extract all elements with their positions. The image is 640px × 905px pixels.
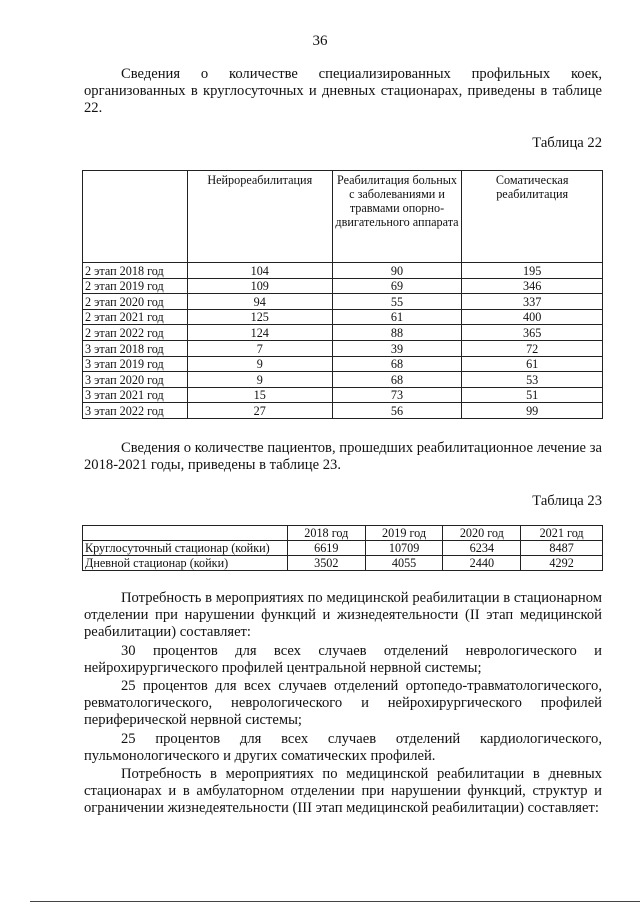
table-22-caption: Таблица 22 bbox=[532, 135, 602, 151]
table-cell: 9 bbox=[187, 372, 332, 388]
row-label: 2 этап 2022 год bbox=[83, 325, 188, 341]
body-paragraph: Потребность в мероприятиях по медицинской реабилитации в дневных стационарах и в амбулаторном отделении при нарушении функций, структур и ограничении жизнедеятельности (III этап медицинской реабилитации) составляет: bbox=[84, 766, 602, 817]
table-cell: 94 bbox=[187, 294, 332, 310]
table-row bbox=[83, 556, 603, 571]
table-cell: 68 bbox=[332, 356, 462, 372]
table-cell: 88 bbox=[332, 325, 462, 341]
table-row bbox=[83, 387, 603, 403]
table-cell: 3502 bbox=[287, 556, 365, 571]
table-cell: 125 bbox=[187, 309, 332, 325]
table-cell: 27 bbox=[187, 403, 332, 419]
table-cell: 15 bbox=[187, 387, 332, 403]
table-cell: 10709 bbox=[365, 541, 443, 556]
table-cell: 6234 bbox=[443, 541, 521, 556]
table-cell: 195 bbox=[462, 263, 603, 279]
table-row bbox=[83, 356, 603, 372]
table-cell: 99 bbox=[462, 403, 603, 419]
body-paragraph: 25 процентов для всех случаев отделений ортопедо-травматологического, ревматологического, неврологического и нейрохирургического профилей периферической нервной системы; bbox=[84, 678, 602, 729]
table-cell: 109 bbox=[187, 278, 332, 294]
row-label: 2 этап 2019 год bbox=[83, 278, 188, 294]
table-cell: 2440 bbox=[443, 556, 521, 571]
table-header-cell: Реабилитация больных с заболеваниями и травмами опорно-двигательного аппарата bbox=[332, 171, 462, 263]
table-cell: 61 bbox=[462, 356, 603, 372]
page-number: 36 bbox=[312, 33, 328, 49]
table-cell: 104 bbox=[187, 263, 332, 279]
table-cell: 72 bbox=[462, 340, 603, 356]
body-paragraph: 25 процентов для всех случаев отделений кардиологического, пульмонологического и других соматических профилей. bbox=[84, 731, 602, 765]
table-cell: 39 bbox=[332, 340, 462, 356]
row-label: 3 этап 2019 год bbox=[83, 356, 188, 372]
row-label: 2 этап 2018 год bbox=[83, 263, 188, 279]
table-row bbox=[83, 340, 603, 356]
table-header-cell: 2019 год bbox=[365, 526, 443, 541]
table-cell: 9 bbox=[187, 356, 332, 372]
table-cell: 53 bbox=[462, 372, 603, 388]
table-row bbox=[83, 325, 603, 341]
table-header-cell bbox=[83, 526, 288, 541]
table-row bbox=[83, 403, 603, 419]
table-23-caption: Таблица 23 bbox=[532, 493, 602, 509]
row-label: 3 этап 2018 год bbox=[83, 340, 188, 356]
intro-paragraph-table-22: Сведения о количестве специализированных профильных коек, организованных в круглосуточных и дневных стационарах, приведены в таблице 22. bbox=[84, 66, 602, 117]
table-cell: 90 bbox=[332, 263, 462, 279]
table-header-cell bbox=[83, 171, 188, 263]
table-row bbox=[83, 541, 603, 556]
page-bottom-rule bbox=[30, 901, 640, 902]
table-cell: 346 bbox=[462, 278, 603, 294]
table-header-cell: 2018 год bbox=[287, 526, 365, 541]
table-row bbox=[83, 309, 603, 325]
row-label: 2 этап 2021 год bbox=[83, 309, 188, 325]
table-header-cell: 2020 год bbox=[443, 526, 521, 541]
row-label: Круглосуточный стационар (койки) bbox=[83, 541, 288, 556]
table-cell: 55 bbox=[332, 294, 462, 310]
table-cell: 73 bbox=[332, 387, 462, 403]
row-label: 3 этап 2020 год bbox=[83, 372, 188, 388]
table-cell: 8487 bbox=[521, 541, 603, 556]
table-cell: 365 bbox=[462, 325, 603, 341]
row-label: 3 этап 2022 год bbox=[83, 403, 188, 419]
table-cell: 4055 bbox=[365, 556, 443, 571]
body-paragraph: 30 процентов для всех случаев отделений неврологического и нейрохирургического профилей центральной нервной системы; bbox=[84, 643, 602, 677]
table-header-cell: 2021 год bbox=[521, 526, 603, 541]
table-cell: 51 bbox=[462, 387, 603, 403]
table-cell: 68 bbox=[332, 372, 462, 388]
table-23 bbox=[82, 525, 603, 571]
table-cell: 4292 bbox=[521, 556, 603, 571]
table-cell: 124 bbox=[187, 325, 332, 341]
row-label: 3 этап 2021 год bbox=[83, 387, 188, 403]
table-cell: 400 bbox=[462, 309, 603, 325]
body-paragraph: Потребность в мероприятиях по медицинской реабилитации в стационарном отделении при нарушении функций и жизнедеятельности (II этап медицинской реабилитации) составляет: bbox=[84, 590, 602, 641]
table-cell: 7 bbox=[187, 340, 332, 356]
table-row bbox=[83, 278, 603, 294]
table-cell: 337 bbox=[462, 294, 603, 310]
table-row bbox=[83, 263, 603, 279]
intro-paragraph-table-23: Сведения о количестве пациентов, прошедших реабилитационное лечение за 2018-2021 годы, приведены в таблице 23. bbox=[84, 440, 602, 474]
table-header-cell: Соматическая реабилитация bbox=[462, 171, 603, 263]
table-row bbox=[83, 294, 603, 310]
row-label: Дневной стационар (койки) bbox=[83, 556, 288, 571]
table-header-cell: Нейрореабилитация bbox=[187, 171, 332, 263]
table-cell: 56 bbox=[332, 403, 462, 419]
table-row bbox=[83, 372, 603, 388]
table-22 bbox=[82, 170, 603, 419]
table-cell: 69 bbox=[332, 278, 462, 294]
table-cell: 6619 bbox=[287, 541, 365, 556]
table-cell: 61 bbox=[332, 309, 462, 325]
row-label: 2 этап 2020 год bbox=[83, 294, 188, 310]
